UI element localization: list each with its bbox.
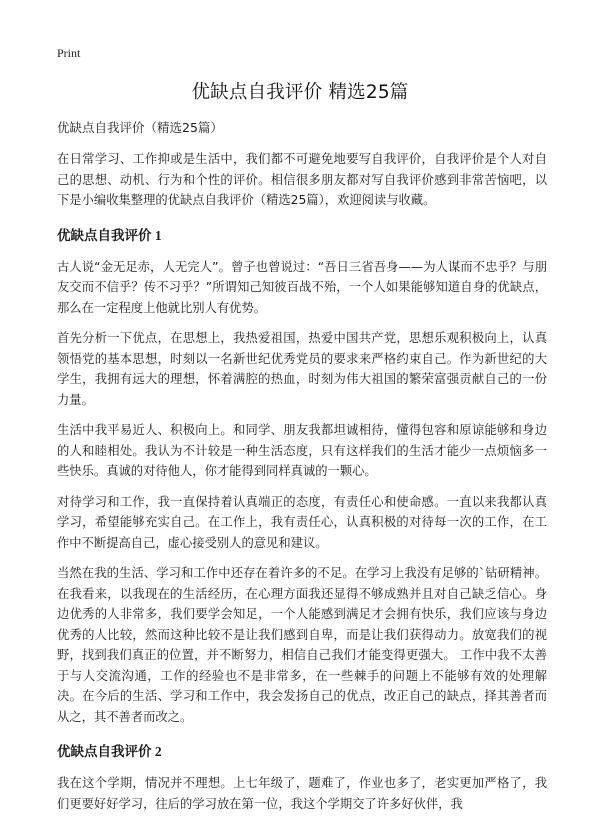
paragraph: 古人说“金无足赤，人无完人”。曾子也曾说过：“吾日三省吾身——为人谋而不忠乎？与朋友交而不信乎？传不习乎？”所谓知己知彼百战不殆，一个人如果能够知道自身的优缺点，那么在一定程度上他就比别人有优势。 [57,259,547,315]
paragraph: 当然在我的生活、学习和工作中还存在着许多的不足。在学习上我没有足够的`钻研精神。在我看来，以我现在的生活经历，在心理方面我还显得不够成熟并且对自己缺乏信心。身边优秀的人非常多，我们要学会知足，一个人能感到满足才会拥有快乐，我们应该与身边优秀的人比较，然而这种比较不是让我们感到自卑，而是让我们获得动力。放宽我们的视野，找到我们真正的位置，并不断努力，相信自己我们才能变得更强大。 工作中我不太善于与人交流沟通，工作的经验也不是非常多，在一些棘手的问题上不能够有效的处理解决。在今后的生活、学习和工作中，我会发扬自己的优点，改正自己的缺点，择其善者而从之，其不善者而改之。 [57,566,547,724]
print-link[interactable]: Print [57,46,81,60]
paragraph: 对待学习和工作，我一直保持着认真端正的态度，有责任心和使命感。一直以来我都认真学习，希望能够充实自己。在工作上，我有责任心，认真积极的对待每一次的工作，在工作中不断提高自己，虚心接受别人的意见和建议。 [57,494,547,550]
section-heading: 优缺点自我评价 1 [57,227,162,243]
section-heading: 优缺点自我评价 2 [57,744,162,759]
page-title: 优缺点自我评价 精选25篇 [191,82,409,103]
document-subtitle: 优缺点自我评价（精选25篇） [57,120,223,135]
paragraph: 生活中我平易近人、积极向上。和同学、朋友我都坦诚相待，懂得包容和原谅能够和身边的人和睦相处。我认为不计较是一种生活态度，只有这样我们的生活才能少一点烦恼多一些快乐。真诚的对待他人，你才能得到同样真诚的一颗心。 [57,423,547,478]
document-body [57,119,547,824]
paragraph: 首先分析一下优点，在思想上，我热爱祖国，热爱中国共产党，思想乐观积极向上，认真领悟党的基本思想，时刻以一名新世纪优秀党员的要求来严格约束自己。作为新世纪的大学生，我拥有远大的理想，怀着满腔的热血，时刻为伟大祖国的繁荣富强贡献自己的一份力量。 [57,331,547,407]
intro-paragraph: 在日常学习、工作抑或是生活中，我们都不可避免地要写自我评价，自我评价是个人对自己的思想、动机、行为和个性的评价。相信很多朋友都对写自我评价感到非常苦恼吧，以下是小编收集整理的优缺点自我评价（精选25篇），欢迎阅读与收藏。 [57,152,547,207]
paragraph: 我在这个学期，情况并不理想。上七年级了，题难了，作业也多了，老实更加严格了，我们更要好好学习，往后的学习放在第一位，我这个学期交了许多好伙伴，我 [57,776,547,811]
